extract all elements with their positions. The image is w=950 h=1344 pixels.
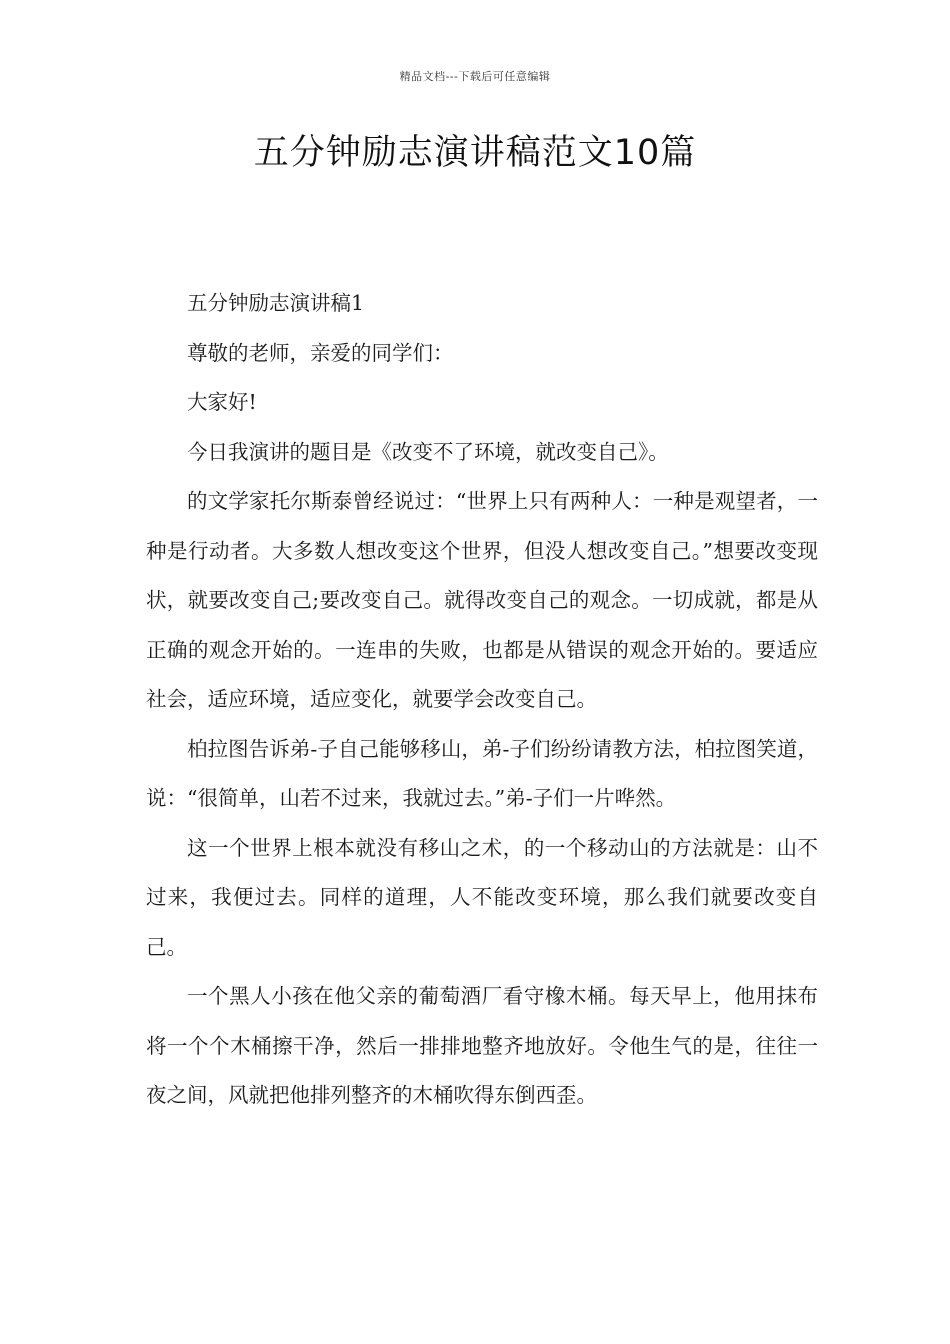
- paragraph: 一个黑人小孩在他父亲的葡萄酒厂看守橡木桶。每天早上，他用抹布将一个个木桶擦干净，然后一排排地整齐地放好。令他生气的是，往往一夜之间，风就把他排列整齐的木桶吹得东倒西歪。: [146, 984, 818, 1107]
- section-heading: 五分钟励志演讲稿1: [187, 291, 365, 315]
- document-title: 五分钟励志演讲稿范文10篇: [253, 133, 697, 173]
- document-body: [146, 279, 818, 1121]
- paragraph: 的文学家托尔斯泰曾经说过：“世界上只有两种人：一种是观望者，一种是行动者。大多数人想改变这个世界，但没人想改变自己。”想要改变现状，就要改变自己;要改变自己。就得改变自己的观念。一切成就，都是从正确的观念开始的。一连串的失败，也都是从错误的观念开始的。要适应社会，适应环境，适应变化，就要学会改变自己。: [146, 489, 818, 711]
- salutation: 尊敬的老师，亲爱的同学们：: [187, 340, 454, 365]
- header-note: 精品文档---下载后可任意编辑: [399, 70, 551, 83]
- paragraph: 今日我演讲的题目是《改变不了环境，就改变自己》。: [187, 439, 669, 464]
- paragraph: 柏拉图告诉弟-子自己能够移山，弟-子们纷纷请教方法，柏拉图笑道，说：“很简单，山若不过来，我就过去。”弟-子们一片哗然。: [146, 736, 818, 810]
- paragraph: 这一个世界上根本就没有移山之术，的一个移动山的方法就是：山不过来，我便过去。同样的道理，人不能改变环境，那么我们就要改变自己。: [146, 835, 818, 959]
- greeting: 大家好!: [187, 390, 257, 414]
